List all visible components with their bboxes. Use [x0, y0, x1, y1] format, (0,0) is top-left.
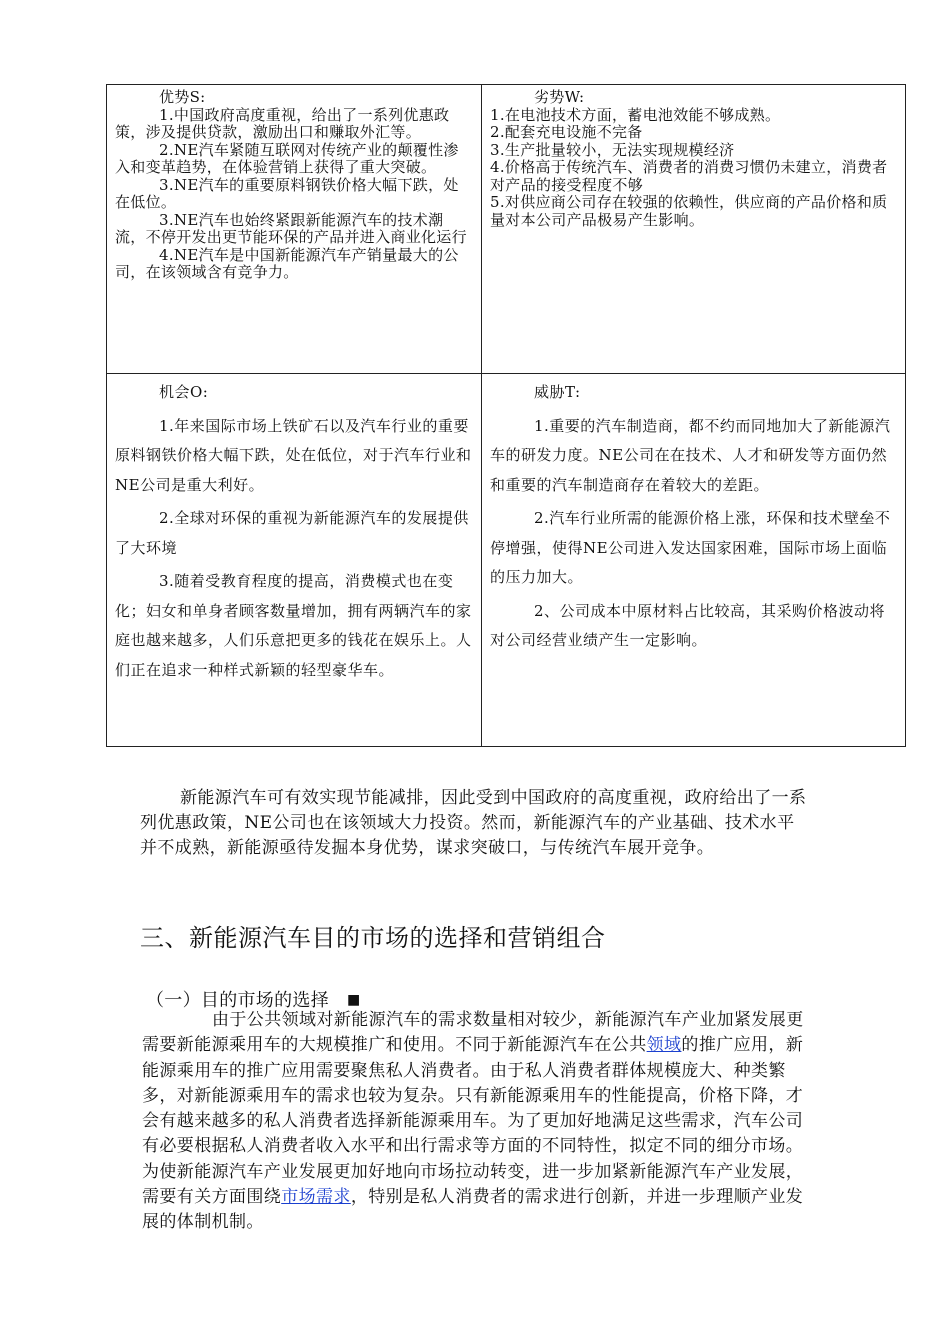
weaknesses-item-3: 3.生产批量较小，无法实现规模经济 [490, 140, 735, 159]
subsection-heading-text: （一）目的市场的选择 [146, 990, 329, 1011]
opportunities-item-1: 1.年来国际市场上铁矿石以及汽车行业的重要原料钢铁价格大幅下跌，处在低位，对于汽车行业和NE公司是重大利好。 [115, 416, 472, 494]
opportunities-title: 机会O: [159, 383, 209, 401]
strengths-item-4: 3.NE汽车也始终紧跟新能源汽车的技术潮流，不停开发出更节能环保的产品并进入商业化运行 [115, 210, 467, 246]
body-text-part-3: ，特别是私人消费者的需求进行创新，并进一步理顺产业发展的体制机制。 [142, 1187, 804, 1233]
square-bullet-icon: ■ [347, 992, 361, 1008]
opportunities-item-3: 3.随着受教育程度的提高，消费模式也在变化；妇女和单身者顾客数量增加，拥有两辆汽车的家庭也越来越多，人们乐意把更多的钱花在娱乐上。人们正在追求一种样式新颖的轻型豪华车。 [115, 572, 472, 679]
strengths-title: 优势S: [159, 88, 206, 106]
weaknesses-cell [482, 85, 906, 374]
body-text-part-2: 的推广应用，新能源乘用车的推广应用需要聚焦私人消费者。由于私人消费者群体规模庞大、种类繁多，对新能源乘用车的需求也较为复杂。只有新能源乘用车的性能提高，价格下降，才会有越来越多的私人消费者选择新能源乘用车。为了更加好地满足这些需求，汽车公司有必要根据私人消费者收入水平和出行需求等方面的不同特性，拟定不同的细分市场。为使新能源汽车产业发展更加好地向市场拉动转变，进一步加紧新能源汽车产业发展，需要有关方面围绕 [142, 1035, 804, 1208]
strengths-item-1: 1.中国政府高度重视，给出了一系列优惠政策，涉及提供贷款，激励出口和赚取外汇等。 [115, 105, 450, 141]
link-shichang-xuqiu[interactable]: 市场需求 [281, 1187, 351, 1208]
link-lingyu[interactable]: 领域 [646, 1035, 682, 1056]
weaknesses-title: 劣势W: [534, 88, 585, 106]
weaknesses-item-1: 1.在电池技术方面，蓄电池效能不够成熟。 [490, 105, 781, 124]
threats-cell [482, 374, 906, 747]
swot-row-top [107, 85, 906, 374]
strengths-item-2: 2.NE汽车紧随互联网对传统产业的颠覆性渗入和变革趋势，在体验营销上获得了重大突破。 [115, 140, 459, 176]
weaknesses-item-5: 5.对供应商公司存在较强的依赖性，供应商的产品价格和质量对本公司产品极易产生影响。 [490, 193, 888, 229]
body-paragraph [142, 1008, 810, 1236]
swot-row-bottom [107, 374, 906, 747]
weaknesses-item-4: 4.价格高于传统汽车、消费者的消费习惯仍未建立，消费者对产品的接受程度不够 [490, 158, 888, 194]
strengths-cell [107, 85, 482, 374]
summary-paragraph: 新能源汽车可有效实现节能减排，因此受到中国政府的高度重视，政府给出了一系列优惠政策，NE公司也在该领域大力投资。然而，新能源汽车的产业基础、技术水平并不成熟，新能源亟待发掘本身优势，谋求突破口，与传统汽车展开竞争。 [140, 788, 807, 858]
threats-title: 威胁T: [534, 383, 581, 401]
opportunities-item-2: 2.全球对环保的重视为新能源汽车的发展提供了大环境 [115, 509, 469, 557]
section-heading: 三、新能源汽车目的市场的选择和营销组合 [140, 924, 606, 952]
threats-item-2: 2.汽车行业所需的能源价格上涨，环保和技术壁垒不停增强，使得NE公司进入发达国家困难，国际市场上面临的压力加大。 [490, 509, 891, 586]
threats-item-3: 2、公司成本中原材料占比较高，其采购价格波动将对公司经营业绩产生一定影响。 [490, 601, 886, 649]
threats-item-1: 1.重要的汽车制造商，都不约而同地加大了新能源汽车的研发力度。NE公司在在技术、人才和研发等方面仍然和重要的汽车制造商存在着较大的差距。 [490, 416, 891, 494]
swot-table [106, 84, 906, 747]
strengths-item-5: 4.NE汽车是中国新能源汽车产销量最大的公司，在该领域含有竞争力。 [115, 245, 459, 281]
strengths-item-3: 3.NE汽车的重要原料钢铁价格大幅下跌，处在低位。 [115, 175, 459, 211]
opportunities-cell [107, 374, 482, 747]
weaknesses-item-2: 2.配套充电设施不完备 [490, 123, 643, 141]
body-text-part-1: 由于公共领域对新能源汽车的需求数量相对较少，新能源汽车产业加紧发展更需要新能源乘用车的大规模推广和使用。不同于新能源汽车在公共 [142, 1010, 804, 1056]
